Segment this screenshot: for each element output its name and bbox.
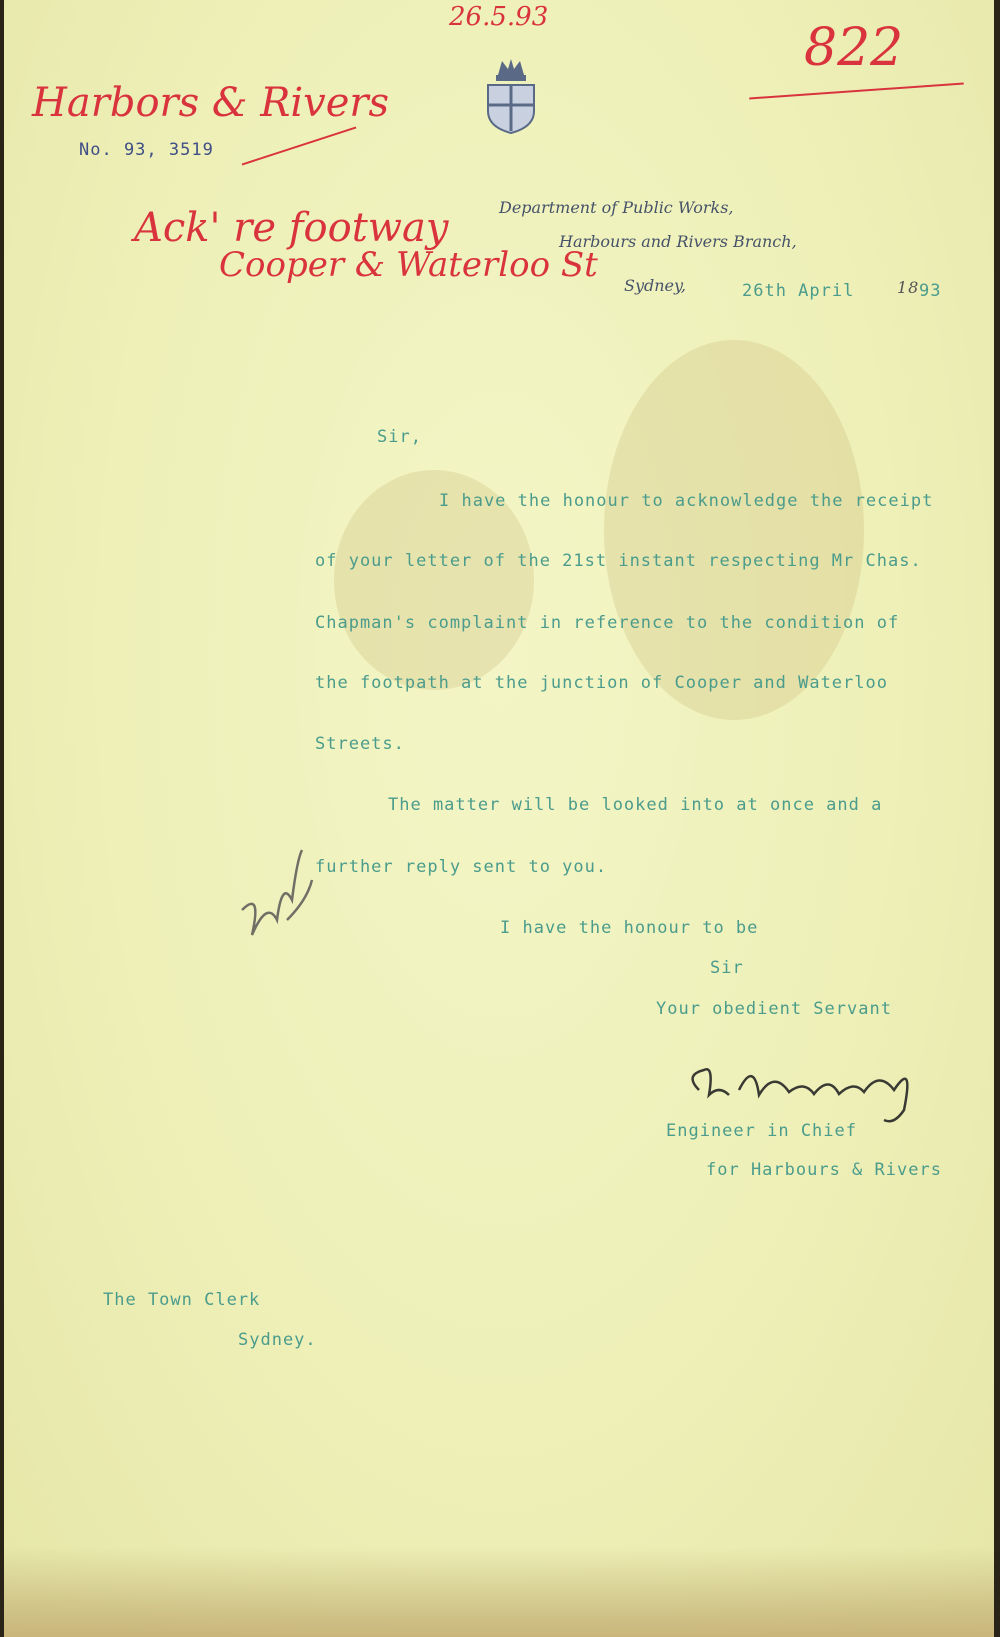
underline-rule bbox=[749, 83, 964, 100]
paper-stain bbox=[604, 340, 864, 720]
subject-note-line1: Ack' re footway bbox=[134, 205, 449, 251]
year-prefix: 18 bbox=[897, 278, 920, 297]
closing-line: Sir bbox=[710, 958, 744, 978]
torn-bottom-edge bbox=[4, 1547, 994, 1637]
branch-name: Harbours and Rivers Branch, bbox=[559, 232, 797, 251]
city-name: Sydney, bbox=[624, 276, 687, 295]
signatory-title: Engineer in Chief bbox=[666, 1121, 857, 1141]
branch-heading-annotation: Harbors & Rivers bbox=[32, 80, 390, 126]
department-name: Department of Public Works, bbox=[499, 198, 734, 217]
initials-mark-icon bbox=[232, 840, 322, 960]
received-date-annotation: 26.5.93 bbox=[449, 2, 549, 32]
body-line: The matter will be looked into at once and a bbox=[388, 795, 883, 815]
letter-sheet bbox=[4, 0, 994, 1637]
signature-icon bbox=[679, 1050, 939, 1130]
year-suffix: 93 bbox=[919, 281, 942, 301]
body-line: of your letter of the 21st instant respecting Mr Chas. bbox=[315, 551, 922, 571]
body-line: Chapman's complaint in reference to the condition of bbox=[315, 613, 900, 633]
body-line: I have the honour to acknowledge the receipt bbox=[439, 491, 934, 511]
document-number-annotation: 822 bbox=[804, 18, 904, 78]
body-line: Streets. bbox=[315, 734, 405, 754]
body-line: further reply sent to you. bbox=[315, 857, 608, 877]
underline-rule bbox=[242, 127, 357, 166]
government-crest-icon bbox=[482, 55, 540, 135]
closing-line: Your obedient Servant bbox=[656, 999, 892, 1019]
addressee-line: The Town Clerk bbox=[103, 1290, 261, 1310]
body-line: the footpath at the junction of Cooper and Waterloo bbox=[315, 673, 888, 693]
subject-note-line2: Cooper & Waterloo St bbox=[219, 245, 598, 285]
salutation: Sir, bbox=[377, 427, 422, 447]
signatory-title: for Harbours & Rivers bbox=[706, 1160, 942, 1180]
letter-date: 26th April bbox=[742, 281, 855, 301]
closing-line: I have the honour to be bbox=[500, 918, 759, 938]
file-number: No. 93, 3519 bbox=[79, 140, 214, 160]
addressee-line: Sydney. bbox=[238, 1330, 317, 1350]
